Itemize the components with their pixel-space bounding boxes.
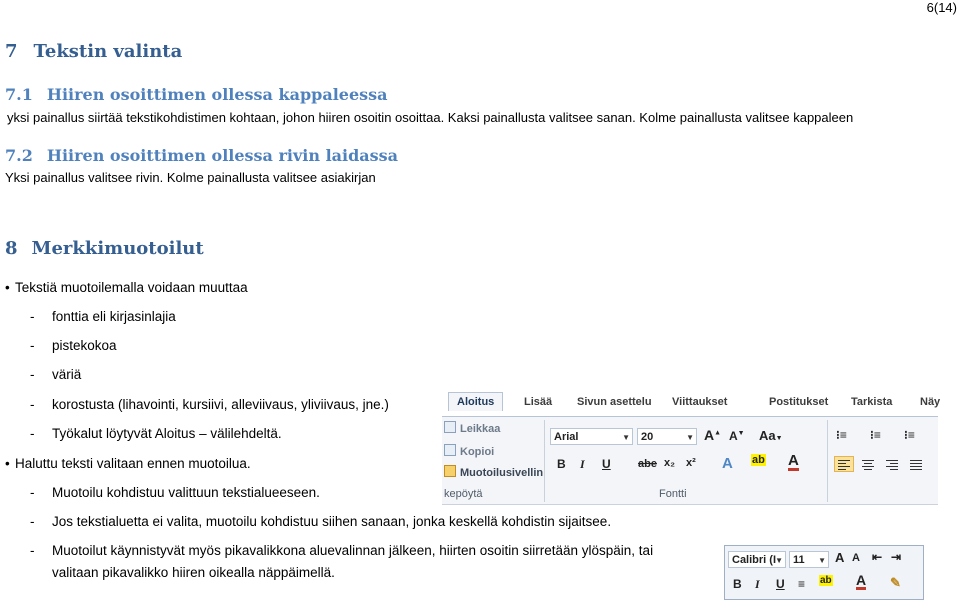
heading-section-7-1	[5, 85, 388, 104]
bullet-item	[5, 456, 251, 471]
heading-section-8	[5, 238, 204, 259]
clipboard-group-label: kepöytä	[444, 488, 483, 500]
chevron-down-icon: ▼	[686, 433, 694, 442]
tab-viittaukset[interactable]: Viittaukset	[672, 396, 728, 408]
mini-toolbar-screenshot	[724, 545, 924, 600]
mini-grow-font-icon[interactable]: A	[835, 550, 845, 565]
change-case-button[interactable]: Aa▼	[759, 428, 783, 443]
tab-tarkista[interactable]: Tarkista	[851, 396, 893, 408]
mini-underline-button[interactable]: U	[776, 577, 785, 591]
chevron-down-icon: ▼	[775, 556, 783, 565]
mini-shrink-font-icon[interactable]: A	[852, 552, 860, 564]
bold-button[interactable]: B	[557, 457, 566, 471]
heading-section-7	[5, 41, 182, 62]
tab-nayta[interactable]: Näy	[920, 396, 941, 408]
scissors-icon	[444, 421, 456, 433]
mini-font-name-value: Calibri (I	[732, 554, 777, 566]
heading-title: Merkkimuotoilut	[31, 238, 204, 259]
mini-font-size-combo[interactable]	[789, 551, 829, 568]
format-painter-button[interactable]	[444, 465, 543, 479]
superscript-button[interactable]: x²	[686, 457, 696, 469]
bullets-icon[interactable]: ⁝≡	[836, 428, 847, 442]
heading-number: 8	[5, 238, 18, 259]
bullet-item	[5, 280, 248, 295]
dash-icon: -	[30, 309, 35, 324]
multilevel-list-icon[interactable]: ⁝≡	[904, 428, 915, 442]
highlight-icon[interactable]: ab	[752, 454, 765, 466]
paragraph-7-2: Yksi painallus valitsee rivin. Kolme painallusta valitsee asiakirjan	[5, 170, 376, 185]
page-number: 6(14)	[926, 0, 957, 15]
tab-sivun-asettelu[interactable]: Sivun asettelu	[577, 396, 652, 408]
cut-button[interactable]	[444, 421, 500, 435]
dash-text: väriä	[52, 367, 82, 382]
tab-postitukset[interactable]: Postitukset	[769, 396, 829, 408]
cut-label: Leikkaa	[460, 423, 501, 435]
heading-title: Tekstin valinta	[33, 41, 183, 62]
format-painter-label: Muotoilusivellin	[460, 467, 544, 479]
dash-text: pistekokoa	[52, 338, 117, 353]
font-group-label: Fontti	[659, 488, 687, 500]
brush-icon	[444, 465, 456, 477]
strikethrough-button[interactable]: abe	[638, 458, 657, 470]
font-size-value: 20	[641, 431, 654, 443]
mini-format-painter-icon[interactable]: ✎	[890, 575, 901, 590]
mini-bold-button[interactable]: B	[733, 577, 742, 591]
mini-indent-icon[interactable]: ⇤	[872, 550, 883, 564]
dash-text: Työkalut löytyvät Aloitus – välilehdeltä.	[52, 426, 282, 441]
mini-italic-button[interactable]: I	[755, 577, 760, 591]
shrink-font-button[interactable]: A▼	[729, 429, 745, 443]
mini-highlight-icon[interactable]: ab	[820, 575, 832, 586]
font-name-combo[interactable]	[550, 428, 633, 445]
bullet-text: Tekstiä muotoilemalla voidaan muuttaa	[15, 280, 248, 295]
chevron-down-icon: ▼	[818, 556, 826, 565]
text-effects-icon[interactable]: A	[722, 455, 733, 472]
dash-text: Jos tekstialuetta ei valita, muotoilu kohdistuu siihen sanaan, jonka keskellä kohdistin sijaitsee.	[52, 514, 612, 529]
group-separator	[544, 420, 545, 502]
dash-icon: -	[30, 338, 35, 353]
paragraph-7-1: yksi painallus siirtää tekstikohdistimen kohtaan, johon hiiren osoitin osoittaa. Kaksi painallusta valitsee sanan. Kolme painallusta valitsee kappaleen	[7, 110, 854, 125]
bullet-icon: •	[5, 456, 10, 471]
dash-icon: -	[30, 397, 35, 412]
grow-font-label: A	[704, 427, 715, 443]
dash-text: korostusta (lihavointi, kursiivi, alleviivaus, yliviivaus, jne.)	[52, 397, 389, 412]
dash-icon: -	[30, 543, 35, 558]
subscript-button[interactable]: x₂	[664, 457, 676, 469]
justify-button[interactable]	[906, 456, 926, 472]
dash-text: Muotoilu kohdistuu valittuun tekstialueeseen.	[52, 485, 320, 500]
dash-text: Muotoilut käynnistyvät myös pikavalikkona aluevalinnan jälkeen, hiirten osoitin siirretään ylöspäin, tai	[52, 543, 654, 558]
dash-icon: -	[30, 426, 35, 441]
mini-align-center-icon[interactable]: ≡	[798, 577, 806, 591]
font-size-combo[interactable]	[637, 428, 697, 445]
chevron-down-icon: ▼	[622, 433, 630, 442]
font-name-value: Arial	[554, 431, 579, 443]
mini-font-name-combo[interactable]	[728, 551, 786, 568]
bullet-text: Haluttu teksti valitaan ennen muotoilua.	[15, 456, 251, 471]
grow-font-button[interactable]: A▲	[704, 427, 722, 443]
dash-icon: -	[30, 367, 35, 382]
dash-icon: -	[30, 485, 35, 500]
ribbon-tabs	[442, 390, 941, 417]
heading-title: Hiiren osoittimen ollessa rivin laidassa	[46, 146, 399, 165]
heading-number: 7.1	[5, 85, 33, 104]
align-right-button[interactable]	[882, 456, 902, 472]
copy-label: Kopioi	[460, 446, 495, 458]
tab-lisaa[interactable]: Lisää	[524, 396, 553, 408]
font-color-icon[interactable]: A	[788, 452, 799, 469]
change-case-label: Aa	[759, 428, 776, 443]
ribbon-screenshot	[442, 390, 941, 505]
copy-button[interactable]	[444, 444, 494, 458]
group-separator	[827, 420, 828, 502]
align-center-button[interactable]	[858, 456, 878, 472]
shrink-font-label: A	[729, 429, 738, 443]
heading-section-7-2	[5, 146, 398, 165]
align-left-button[interactable]	[834, 456, 854, 472]
dash-icon: -	[30, 514, 35, 529]
bullet-icon: •	[5, 280, 10, 295]
mini-font-color-icon[interactable]: A	[856, 572, 867, 588]
underline-button[interactable]: U	[602, 457, 611, 471]
tab-aloitus[interactable]: Aloitus	[448, 392, 503, 411]
dash-text-continued: valitaan pikavalikko hiiren oikealla näppäimellä.	[52, 565, 335, 580]
heading-number: 7.2	[5, 146, 33, 165]
heading-title: Hiiren osoittimen ollessa kappaleessa	[46, 85, 388, 104]
heading-number: 7	[5, 41, 18, 62]
dash-text: fonttia eli kirjasinlajia	[52, 309, 176, 324]
mini-font-size-value: 11	[793, 554, 805, 566]
numbering-icon[interactable]: ⁝≡	[870, 428, 881, 442]
italic-button[interactable]: I	[580, 457, 585, 471]
mini-outdent-icon[interactable]: ⇥	[891, 550, 902, 564]
copy-icon	[444, 444, 456, 456]
